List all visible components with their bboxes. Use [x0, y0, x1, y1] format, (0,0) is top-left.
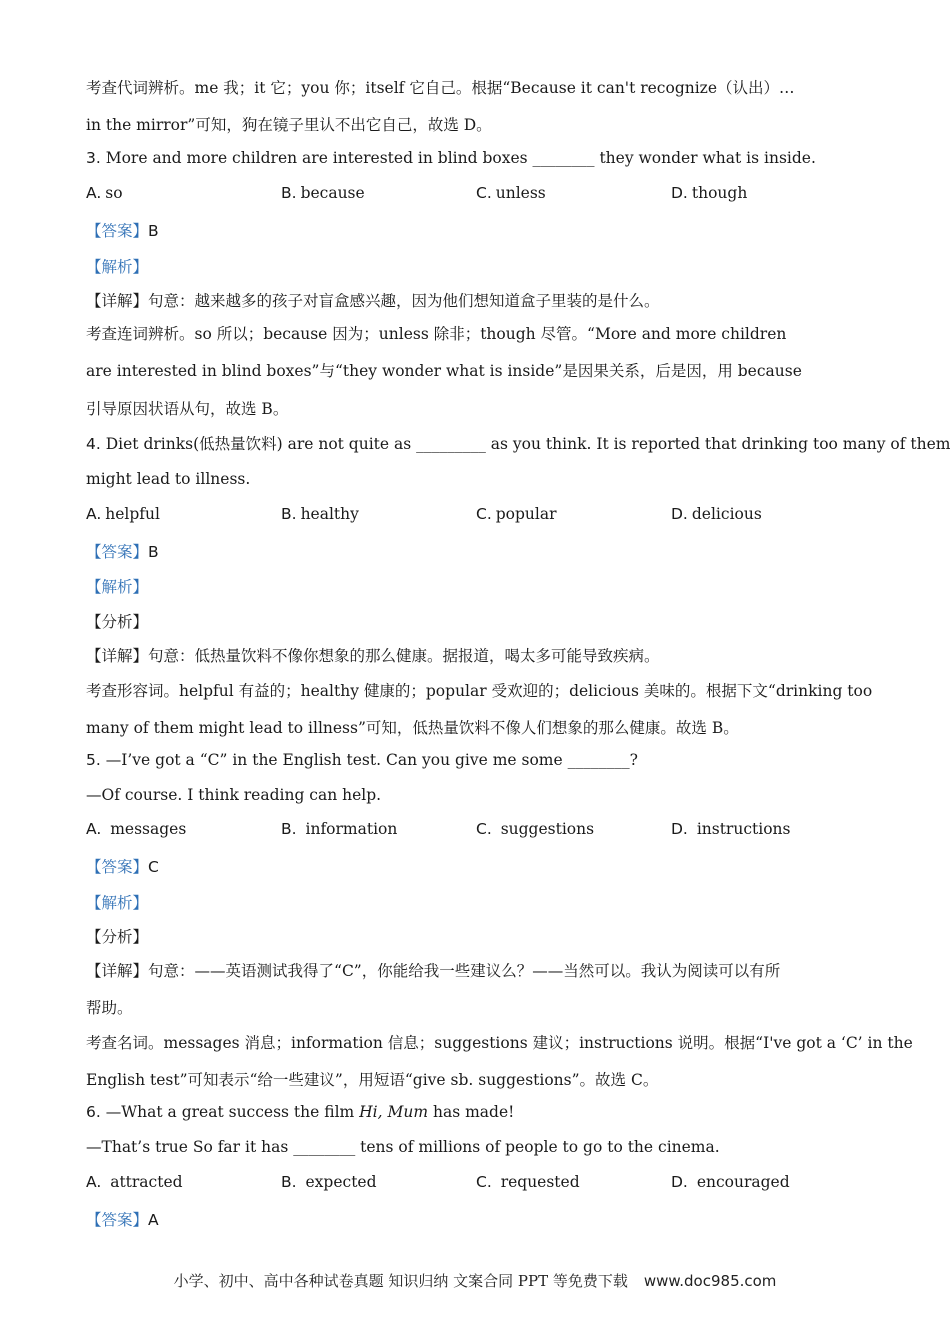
explanation-line: 考查名词。messages 消息；information 信息；suggestions 建议；instructions 说明。根据“I've got a ‘C’ in the — [86, 1034, 913, 1052]
detail-row: 【详解】句意：越来越多的孩子对盲盒感兴趣，因为他们想知道盒子里装的是什么。 — [86, 292, 660, 310]
option-b: B. expected — [281, 1173, 377, 1191]
explanation-line: 帮助。 — [86, 999, 133, 1017]
footer-text: 小学、初中、高中各种试卷真题 知识归纳 文案合同 PPT 等免费下载 — [173, 1272, 628, 1290]
question-3 — [86, 149, 862, 167]
option-b: B. healthy — [281, 505, 359, 523]
question-number: 5. — [86, 751, 101, 769]
answer-row — [86, 219, 862, 241]
page-footer — [0, 1270, 950, 1291]
answer-value: B — [148, 222, 159, 240]
option-d: D. delicious — [671, 505, 762, 523]
answer-row — [86, 855, 862, 877]
option-a: A. so — [86, 184, 123, 202]
answer-tag: 【答案】 — [86, 222, 149, 240]
question-4 — [86, 432, 950, 454]
option-d: D. though — [671, 184, 748, 202]
question-text-cont: —Of course. I think reading can help. — [86, 786, 382, 804]
question-3-options — [86, 184, 866, 202]
option-c: C. unless — [476, 184, 546, 202]
question-4-options — [86, 505, 866, 523]
jiexi-tag: 【解析】 — [86, 894, 149, 912]
jiexi-tag: 【解析】 — [86, 578, 149, 596]
question-6: 6. —What a great success the film Hi, Mum has made! — [86, 1103, 515, 1121]
option-a: A. helpful — [86, 505, 160, 523]
explanation-line: 引导原因状语从句，故选 B。 — [86, 400, 289, 418]
option-c: C. requested — [476, 1173, 580, 1191]
question-number: 3. — [86, 149, 101, 167]
detail-row: 【详解】句意：——英语测试我得了“C”，你能给我一些建议么？——当然可以。我认为阅读可以有所 — [86, 962, 781, 980]
question-text: Diet drinks(低热量饮料) are not quite as _________ as you think. It is reported that drinking too many of them — [105, 435, 950, 453]
answer-value: C — [148, 858, 159, 876]
option-d: D. instructions — [671, 820, 791, 838]
answer-tag: 【答案】 — [86, 1211, 149, 1229]
jiexi-tag: 【解析】 — [86, 258, 149, 276]
question-number: 4. — [86, 435, 101, 453]
film-title: Hi, Mum — [359, 1103, 429, 1121]
option-b: B. because — [281, 184, 365, 202]
answer-row — [86, 540, 862, 562]
fenxi-tag: 【分析】 — [86, 928, 149, 946]
question-5-options — [86, 820, 866, 838]
explanation-line: 考查形容词。helpful 有益的；healthy 健康的；popular 受欢迎的；delicious 美味的。根据下文“drinking too — [86, 682, 873, 700]
option-d: D. encouraged — [671, 1173, 790, 1191]
answer-value: B — [148, 543, 159, 561]
detail-row: 【详解】句意：低热量饮料不像你想象的那么健康。据报道，喝太多可能导致疾病。 — [86, 647, 660, 665]
question-number: 6. — [86, 1103, 101, 1121]
question-5 — [86, 751, 862, 769]
option-c: C. suggestions — [476, 820, 595, 838]
answer-tag: 【答案】 — [86, 858, 149, 876]
explanation-line: 考查连词辨析。so 所以；because 因为；unless 除非；though 尽管。“More and more children — [86, 325, 787, 343]
fenxi-tag: 【分析】 — [86, 613, 149, 631]
explanation-line: many of them might lead to illness”可知，低热量饮料不像人们想象的那么健康。故选 B。 — [86, 719, 739, 737]
detail-tag: 【详解】 — [86, 962, 149, 980]
option-c: C. popular — [476, 505, 557, 523]
question-text: More and more children are interested in blind boxes ________ they wonder what is inside. — [105, 149, 816, 167]
explanation-line: English test”可知表示“给一些建议”，用短语“give sb. suggestions”。故选 C。 — [86, 1071, 659, 1089]
question-text-cont: —That’s true So far it has ________ tens of millions of people to go to the cinema. — [86, 1138, 720, 1156]
explanation-line: are interested in blind boxes”与“they wonder what is inside”是因果关系，后是因，用 because — [86, 362, 802, 380]
detail-tag: 【详解】 — [86, 647, 149, 665]
question-6-options — [86, 1173, 866, 1191]
question-text-cont: might lead to illness. — [86, 470, 251, 488]
question-text: —I’ve got a “C” in the English test. Can you give me some ________? — [105, 751, 638, 769]
detail-tag: 【详解】 — [86, 292, 149, 310]
answer-value: A — [148, 1211, 159, 1229]
explanation-line: in the mirror”可知，狗在镜子里认不出它自己，故选 D。 — [86, 116, 492, 134]
answer-tag: 【答案】 — [86, 543, 149, 561]
option-a: A. attracted — [86, 1173, 183, 1191]
option-a: A. messages — [86, 820, 187, 838]
option-b: B. information — [281, 820, 398, 838]
footer-url[interactable]: www.doc985.com — [643, 1272, 777, 1290]
answer-row — [86, 1208, 862, 1230]
explanation-line: 考查代词辨析。me 我；it 它；you 你；itself 它自己。根据“Because it can't recognize（认出）… — [86, 79, 795, 97]
